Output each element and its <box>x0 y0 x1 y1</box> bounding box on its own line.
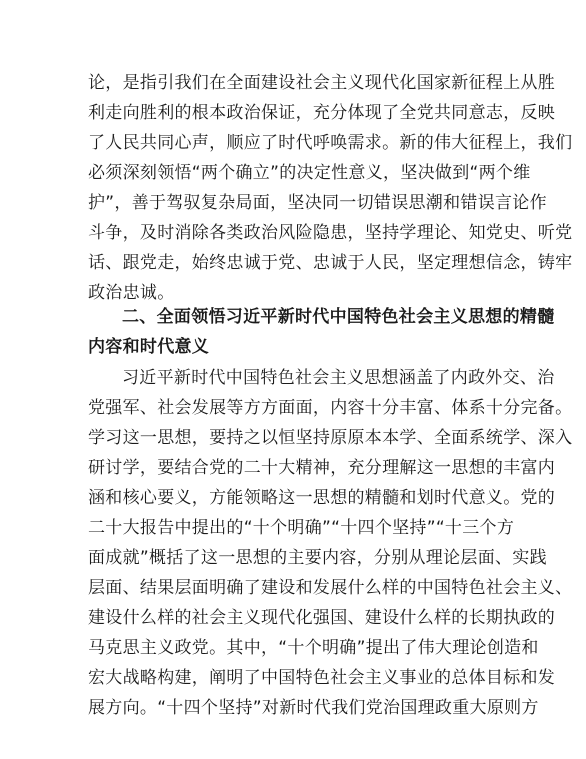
text-line: 党强军、社会发展等方方面面，内容十分丰富、体系十分完备。 <box>88 398 573 418</box>
text-line: 层面、结果层面明确了建设和发展什么样的中国特色社会主义、 <box>88 578 573 598</box>
text-line: 习近平新时代中国特色社会主义思想涵盖了内政外交、治 <box>122 368 555 388</box>
section-heading <box>88 302 555 362</box>
text-line: 宏大战略构建，阐明了中国特色社会主义事业的总体目标和发 <box>88 668 556 688</box>
text-line: 马克思主义政党。其中，“十个明确”提出了伟大理论创造和 <box>88 638 539 658</box>
text-line: 护”，善于驾驭复杂局面，坚决同一切错误思潮和错误言论作 <box>88 193 547 213</box>
text-line: 面成就”概括了这一思想的主要内容，分别从理论层面、实践 <box>88 548 547 568</box>
text-line: 了人民共同心声，顺应了时代呼唤需求。新的伟大征程上，我们 <box>88 133 573 153</box>
text-line: 斗争，及时消除各类政治风险隐患，坚持学理论、知党史、听党 <box>88 223 573 243</box>
paragraph-body <box>88 363 573 723</box>
text-line: 建设什么样的社会主义现代化强国、建设什么样的长期执政的 <box>88 608 556 628</box>
heading-line: 内容和时代意义 <box>88 337 210 357</box>
text-line: 必须深刻领悟“两个确立”的决定性意义，坚决做到“两个维 <box>88 163 531 183</box>
text-line: 二十大报告中提出的“十个明确”“十四个坚持”“十三个方 <box>88 518 515 538</box>
paragraph-continuation <box>88 68 573 308</box>
text-line: 利走向胜利的根本政治保证，充分体现了全党共同意志，反映 <box>88 103 556 123</box>
text-line: 涵和核心要义，方能领略这一思想的精髓和划时代意义。党的 <box>88 488 556 508</box>
text-line: 政治忠诚。 <box>88 283 175 303</box>
text-line: 论，是指引我们在全面建设社会主义现代化国家新征程上从胜 <box>88 73 556 93</box>
heading-line: 二、全面领悟习近平新时代中国特色社会主义思想的精髓 <box>122 307 555 327</box>
text-line: 研讨学，要结合党的二十大精神，充分理解这一思想的丰富内 <box>88 458 556 478</box>
text-line: 话、跟党走，始终忠诚于党、忠诚于人民，坚定理想信念，铸牢 <box>88 253 573 273</box>
text-line: 学习这一思想，要持之以恒坚持原原本本学、全面系统学、深入 <box>88 428 573 448</box>
text-line: 展方向。“十四个坚持”对新时代我们党治国理政重大原则方 <box>88 698 539 718</box>
